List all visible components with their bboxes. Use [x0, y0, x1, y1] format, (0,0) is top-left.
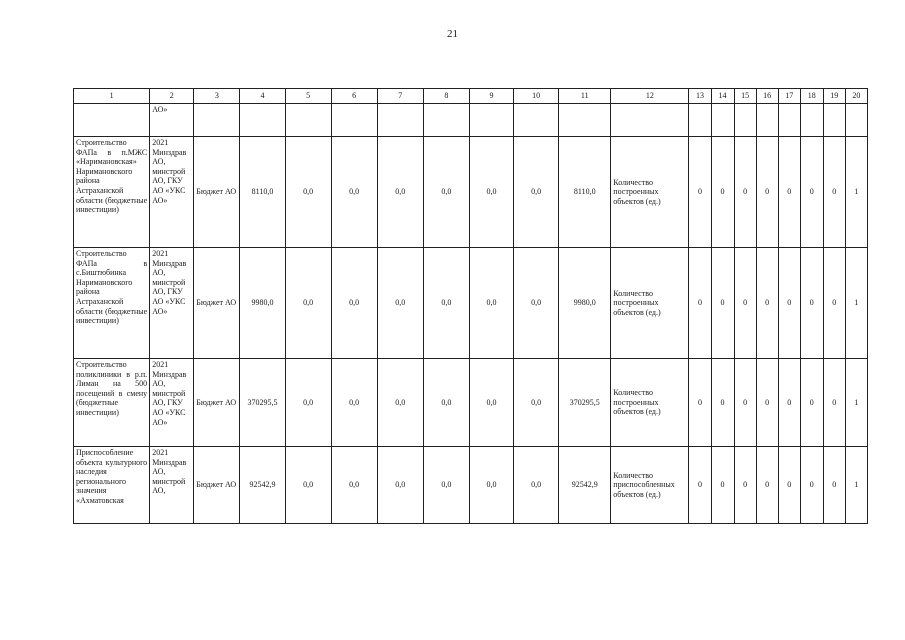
header-cell: 2: [150, 89, 194, 104]
header-cell: 20: [845, 89, 867, 104]
header-cell: 7: [377, 89, 423, 104]
target-cell: 0: [823, 447, 845, 524]
value-cell: 370295,5: [240, 359, 285, 447]
value-cell: 0,0: [331, 248, 377, 359]
measure-name-cell: Строительство ФАПа в с.Биштюбинка Наримановского района Астраханской области (бюджетные инвестиции): [74, 248, 150, 359]
target-cell: 0: [756, 359, 778, 447]
table-row: [74, 447, 868, 524]
target-cell: 0: [823, 248, 845, 359]
target-cell: 0: [689, 359, 711, 447]
header-cell: 6: [331, 89, 377, 104]
executor-cell: 2021 Минздрав АО, минстрой АО,: [150, 447, 194, 524]
executor-cell: АО»: [150, 104, 194, 137]
target-cell: 1: [845, 359, 867, 447]
value-cell: 0,0: [285, 137, 331, 248]
value-cell: 0,0: [423, 248, 469, 359]
value-cell: 9980,0: [240, 248, 285, 359]
target-cell: 0: [711, 137, 734, 248]
header-cell: 15: [734, 89, 756, 104]
program-table: [73, 88, 868, 524]
target-cell: 0: [711, 447, 734, 524]
target-cell: 0: [689, 137, 711, 248]
target-cell: 0: [800, 447, 823, 524]
header-row: [74, 89, 868, 104]
header-cell: 4: [240, 89, 285, 104]
value-cell: 0,0: [469, 137, 513, 248]
target-cell: 0: [823, 137, 845, 248]
value-cell: 0,0: [423, 447, 469, 524]
executor-cell: 2021 Минздрав АО, минстрой АО, ГКУ АО «УКС АО»: [150, 137, 194, 248]
value-cell: 0,0: [331, 137, 377, 248]
value-cell: 0,0: [514, 248, 559, 359]
target-cell: 0: [689, 248, 711, 359]
target-cell: 0: [734, 137, 756, 248]
target-cell: 0: [711, 359, 734, 447]
target-cell: 0: [778, 137, 800, 248]
value-cell: 0,0: [469, 359, 513, 447]
value-cell: 0,0: [331, 359, 377, 447]
target-cell: 0: [734, 359, 756, 447]
value-cell: 0,0: [423, 137, 469, 248]
target-cell: 0: [778, 248, 800, 359]
target-cell: 0: [756, 248, 778, 359]
value-cell: 0,0: [377, 248, 423, 359]
value-cell: 92542,9: [559, 447, 611, 524]
table-row: [74, 248, 868, 359]
target-cell: 0: [756, 447, 778, 524]
header-cell: 16: [756, 89, 778, 104]
target-cell: 0: [800, 248, 823, 359]
indicator-cell: Количество построенных объектов (ед.): [611, 137, 689, 248]
table-row: [74, 359, 868, 447]
executor-cell: 2021 Минздрав АО, минстрой АО, ГКУ АО «УКС АО»: [150, 248, 194, 359]
measure-name-cell: Строительство поликлиники в р.п. Лиман на 500 посещений в смену (бюджетные инвестиции): [74, 359, 150, 447]
value-cell: 370295,5: [559, 359, 611, 447]
value-cell: 0,0: [469, 248, 513, 359]
target-cell: 0: [734, 447, 756, 524]
header-cell: 10: [514, 89, 559, 104]
value-cell: 8110,0: [559, 137, 611, 248]
measure-name-cell: Приспособление объекта культурного наследия регионального значения «Ахматовская: [74, 447, 150, 524]
target-cell: 0: [734, 248, 756, 359]
target-cell: 0: [689, 447, 711, 524]
measure-name-cell: Строительство ФАПа в п.МЖС «Наримановская» Наримановского района Астраханской области (бюджетные инвестиции): [74, 137, 150, 248]
indicator-cell: Количество построенных объектов (ед.): [611, 359, 689, 447]
header-cell: 18: [800, 89, 823, 104]
indicator-cell: Количество построенных объектов (ед.): [611, 248, 689, 359]
target-cell: 0: [800, 359, 823, 447]
executor-cell: 2021 Минздрав АО, минстрой АО, ГКУ АО «УКС АО»: [150, 359, 194, 447]
value-cell: 0,0: [514, 359, 559, 447]
value-cell: 0,0: [285, 447, 331, 524]
value-cell: 92542,9: [240, 447, 285, 524]
value-cell: 0,0: [377, 137, 423, 248]
header-cell: 5: [285, 89, 331, 104]
table-row: [74, 137, 868, 248]
target-cell: 1: [845, 248, 867, 359]
header-cell: 1: [74, 89, 150, 104]
value-cell: 0,0: [423, 359, 469, 447]
indicator-cell: Количество приспособленных объектов (ед.): [611, 447, 689, 524]
continuation-row: [74, 104, 868, 137]
value-cell: 0,0: [514, 447, 559, 524]
header-cell: 9: [469, 89, 513, 104]
source-cell: Бюджет АО: [194, 137, 240, 248]
source-cell: Бюджет АО: [194, 359, 240, 447]
value-cell: 8110,0: [240, 137, 285, 248]
value-cell: 0,0: [377, 359, 423, 447]
header-cell: 13: [689, 89, 711, 104]
target-cell: 1: [845, 447, 867, 524]
value-cell: 0,0: [469, 447, 513, 524]
source-cell: Бюджет АО: [194, 447, 240, 524]
target-cell: 0: [778, 447, 800, 524]
header-cell: 8: [423, 89, 469, 104]
header-cell: 11: [559, 89, 611, 104]
value-cell: 9980,0: [559, 248, 611, 359]
target-cell: 0: [823, 359, 845, 447]
header-cell: 17: [778, 89, 800, 104]
value-cell: 0,0: [285, 359, 331, 447]
value-cell: 0,0: [377, 447, 423, 524]
target-cell: 0: [711, 248, 734, 359]
target-cell: 1: [845, 137, 867, 248]
header-cell: 12: [611, 89, 689, 104]
value-cell: 0,0: [514, 137, 559, 248]
target-cell: 0: [756, 137, 778, 248]
header-cell: 14: [711, 89, 734, 104]
page-number: 21: [447, 28, 458, 40]
source-cell: Бюджет АО: [194, 248, 240, 359]
value-cell: 0,0: [331, 447, 377, 524]
header-cell: 3: [194, 89, 240, 104]
target-cell: 0: [800, 137, 823, 248]
header-cell: 19: [823, 89, 845, 104]
value-cell: 0,0: [285, 248, 331, 359]
target-cell: 0: [778, 359, 800, 447]
